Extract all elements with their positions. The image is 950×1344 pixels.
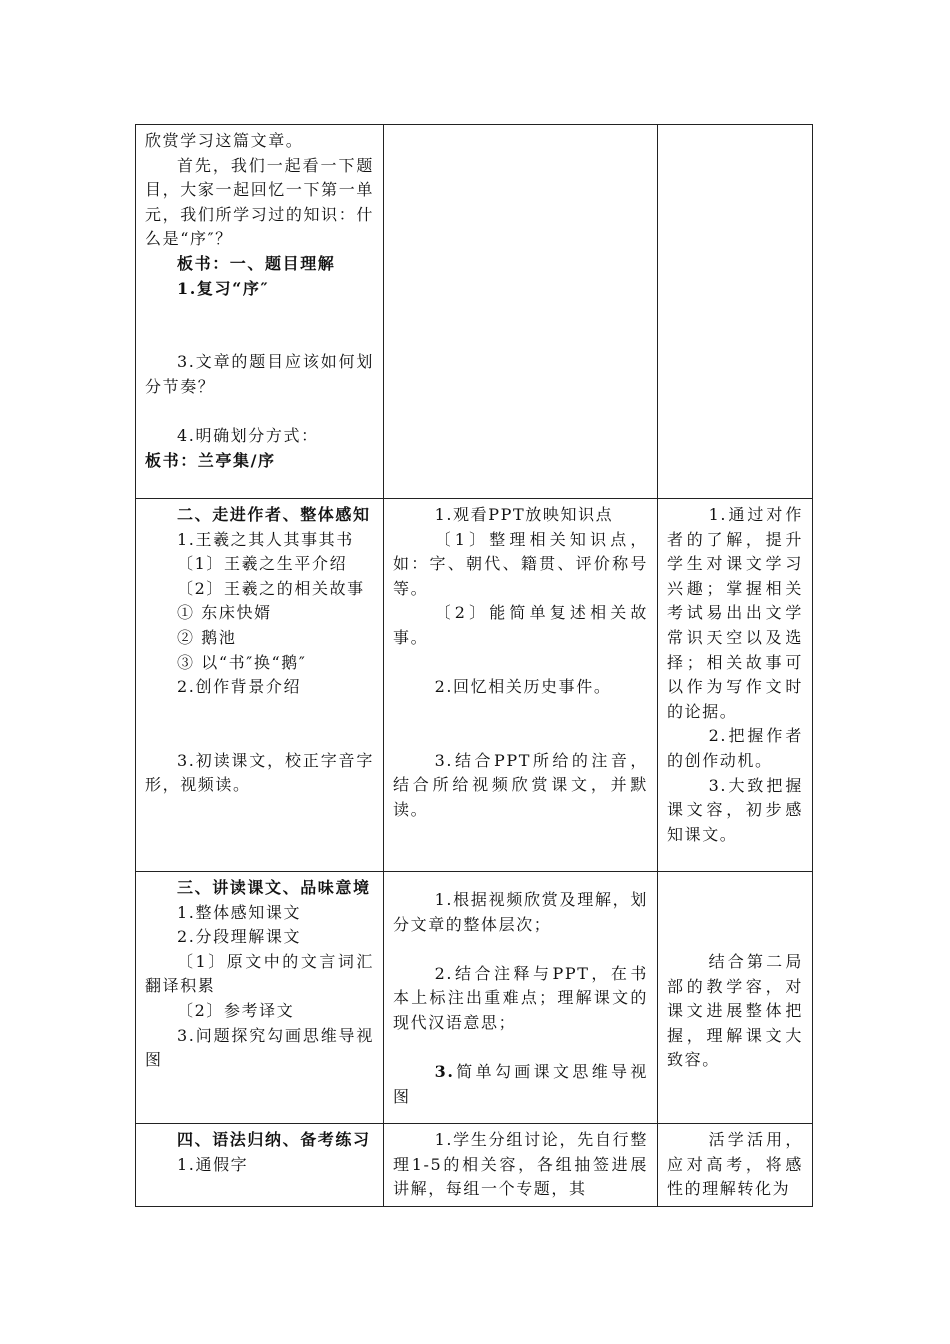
text-line: 1.整体感知课文: [177, 902, 302, 922]
board-text: 板书：兰亭集/序: [145, 450, 276, 470]
table-row: [136, 872, 813, 1124]
text-line: 1.观看PPT放映知识点: [434, 505, 614, 524]
text-paragraph: 3.初读课文，校正字音字形，视频读。: [145, 750, 374, 795]
text-line: 2.分段理解课文: [177, 927, 302, 947]
text-paragraph: 2.结合注释与PPT，在书本上标注出重难点；理解课文的现代汉语意思；: [393, 963, 648, 1032]
board-heading: 板书：一、题目理解: [177, 253, 336, 273]
text-paragraph: 〔2〕能简单复述相关故事。: [393, 603, 648, 647]
text-paragraph: 〔2〕王羲之的相关故事: [177, 578, 365, 598]
activity-cell: [136, 872, 384, 1124]
text-line: 4.明确划分方式：: [177, 425, 319, 445]
section-title: 三、讲读课文、品味意境: [177, 878, 371, 897]
design-intent-cell: [658, 499, 813, 872]
section-title: 四、语法归纳、备考练习: [177, 1130, 371, 1149]
text-line: 〔2〕参考译文: [177, 1000, 295, 1020]
table-row: [136, 499, 813, 872]
text-paragraph: [393, 1060, 648, 1109]
text-line: 欣赏学习这篇文章。: [145, 131, 304, 150]
table-row: [136, 1124, 813, 1207]
text-line: 〔1〕王羲之生平介绍: [177, 554, 348, 574]
text-paragraph: 〔1〕整理相关知识点，如：字、朝代、籍贯、评价称号等。: [393, 529, 648, 598]
activity-cell: [136, 499, 384, 872]
text-paragraph: 3.问题探究勾画思维导视图: [145, 1025, 374, 1070]
text-paragraph: 〔1〕原文中的文言词汇翻译积累: [145, 951, 374, 996]
text-line: 1.复习“序″: [177, 278, 270, 298]
text-paragraph: 2.把握作者的创作动机。: [667, 726, 803, 770]
design-intent-cell: [658, 872, 813, 1124]
activity-cell: [136, 125, 384, 499]
text-line: 2.回忆相关历史事件。: [434, 677, 612, 697]
text-paragraph: 3.大致把握课文容，初步感知课文。: [667, 775, 803, 844]
text-line: ① 东床快婿: [177, 603, 272, 623]
text-line: ② 鹅池: [177, 627, 237, 647]
lesson-plan-table: [135, 124, 813, 1207]
student-activity-cell: [384, 872, 658, 1124]
student-activity-cell: [384, 1124, 658, 1207]
table-row: [136, 125, 813, 499]
step-text: 简单勾画课文思维导视图: [393, 1062, 648, 1106]
text-paragraph: 1.根据视频欣赏及理解，划分文章的整体层次；: [393, 890, 648, 934]
section-title: 二、走进作者、整体感知: [177, 505, 371, 524]
text-paragraph: 首先，我们一起看一下题目，大家一起回忆一下第一单元，我们所学习过的知识：什么是“序″？: [145, 155, 374, 249]
step-number: 3.: [434, 1062, 455, 1082]
text-paragraph: 活学活用，应对高考，将感性的理解转化为: [667, 1130, 803, 1199]
text-paragraph: 结合第二局部的教学容，对课文进展整体把握，理解课文大致容。: [667, 952, 803, 1070]
text-paragraph: 1.学生分组讨论，先自行整理1-5的相关容，各组抽签进展讲解，每组一个专题，其: [393, 1130, 648, 1199]
text-line: ③ 以“书″换“鹅″: [177, 652, 307, 672]
activity-cell: [136, 1124, 384, 1207]
student-activity-cell: [384, 499, 658, 872]
text-paragraph: 1.通过对作者的了解，提升学生对课文学习兴趣；掌握相关考试易出出文学常识天空以及选择；相关故事可以作为写作文时的论据。: [667, 505, 803, 721]
text-line: 1.王羲之其人其事其书: [177, 529, 354, 549]
text-line: 1.通假字: [177, 1154, 249, 1174]
text-line: 2.创作背景介绍: [177, 677, 302, 697]
student-activity-cell: [384, 125, 658, 499]
design-intent-cell: [658, 1124, 813, 1207]
text-paragraph: 3.结合PPT所给的注音，结合所给视频欣赏课文，并默读。: [393, 750, 648, 819]
text-paragraph: 3.文章的题目应该如何划分节奏？: [145, 352, 374, 396]
design-intent-cell: [658, 125, 813, 499]
